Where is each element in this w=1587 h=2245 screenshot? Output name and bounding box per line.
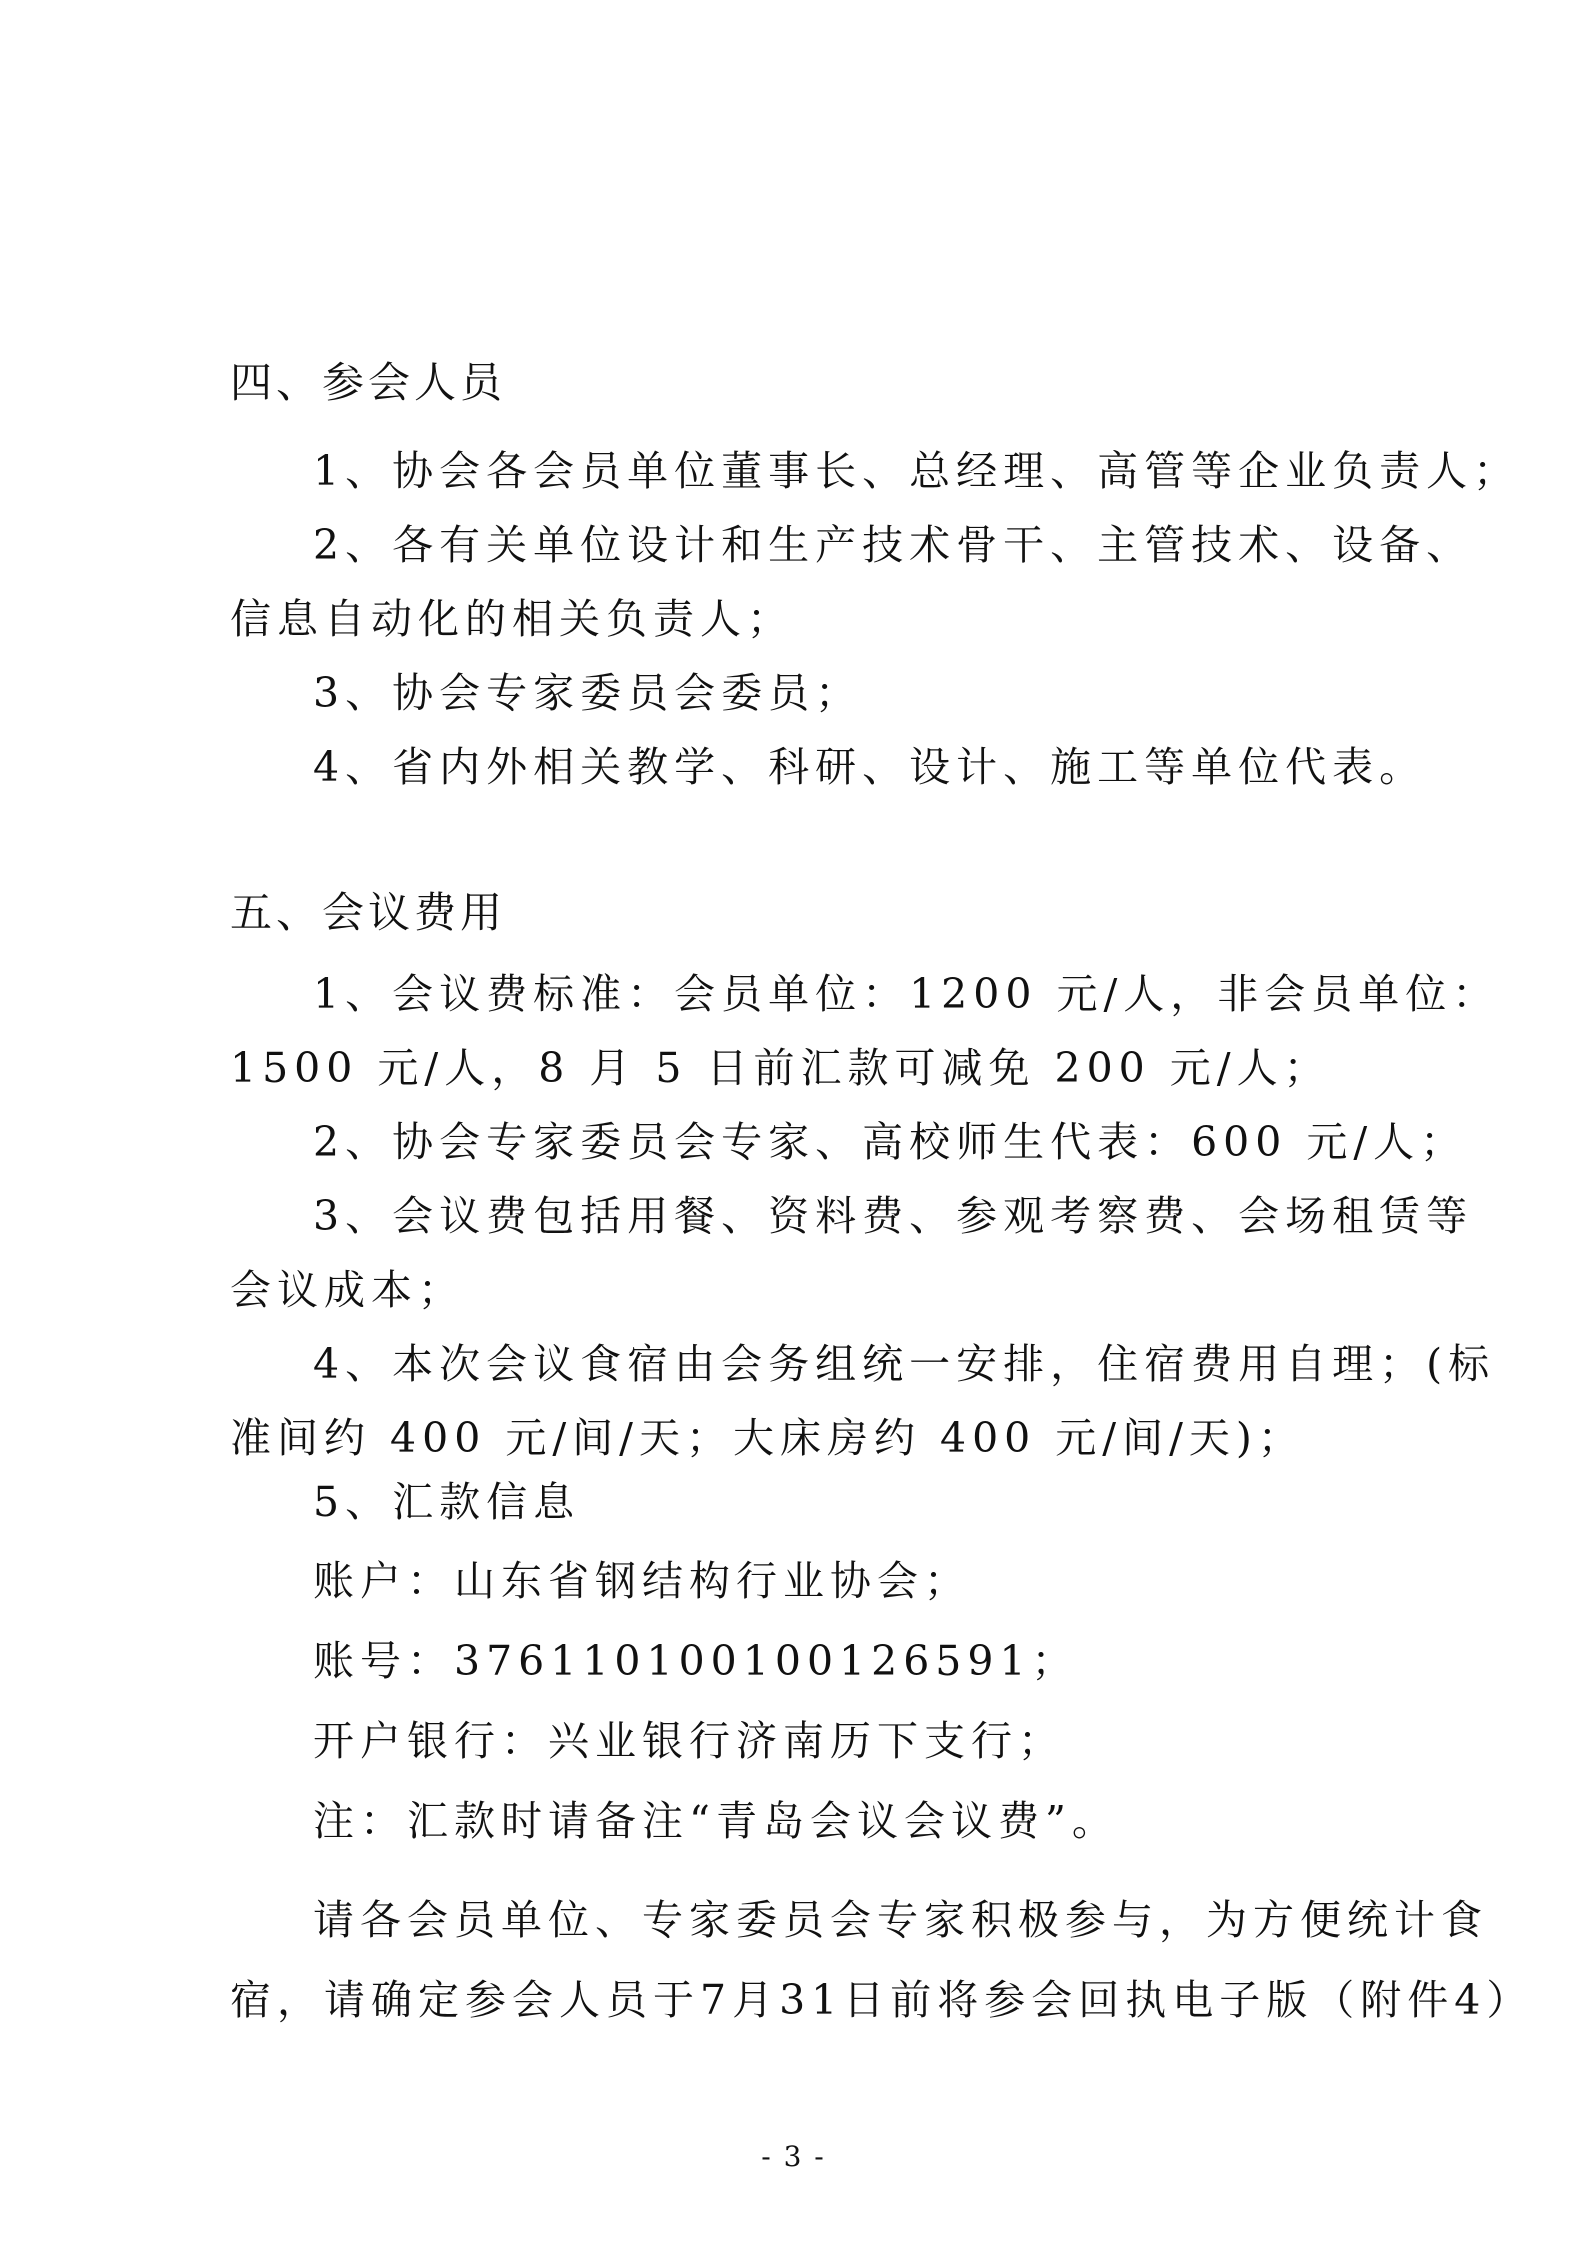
attendee-item-2-continued: 信息自动化的相关负责人； [230, 595, 794, 643]
fee-item-3-continued: 会议成本； [230, 1266, 465, 1314]
fee-item-4-continued: 准间约 400 元/间/天；大床房约 400 元/间/天)； [230, 1414, 1305, 1462]
fee-item-1-continued: 1500 元/人，8 月 5 日前汇款可减免 200 元/人； [230, 1044, 1331, 1092]
section-heading-attendees: 四、参会人员 [230, 358, 507, 407]
section-heading-fees: 五、会议费用 [230, 888, 507, 937]
remittance-account-number: 账号：376110100100126591； [313, 1637, 1079, 1685]
remittance-bank: 开户银行：兴业银行济南历下支行； [313, 1717, 1065, 1765]
remittance-info-heading: 5、汇款信息 [313, 1478, 581, 1526]
closing-paragraph-line-2: 宿，请确定参会人员于7月31日前将参会回执电子版（附件4） [230, 1976, 1534, 2024]
attendee-item-2: 2、各有关单位设计和生产技术骨干、主管技术、设备、 [313, 521, 1474, 569]
attendee-item-3: 3、协会专家委员会委员； [313, 669, 863, 717]
fee-item-4: 4、本次会议食宿由会务组统一安排，住宿费用自理；(标 [313, 1340, 1496, 1388]
fee-item-3: 3、会议费包括用餐、资料费、参观考察费、会场租赁等 [313, 1192, 1474, 1240]
remittance-note: 注：汇款时请备注“青岛会议会议费”。 [313, 1797, 1119, 1845]
remittance-account-name: 账户：山东省钢结构行业协会； [313, 1557, 971, 1605]
attendee-item-1: 1、协会各会员单位董事长、总经理、高管等企业负责人； [313, 447, 1521, 495]
page-number: - 3 - [761, 2140, 826, 2173]
fee-item-1: 1、会议费标准：会员单位：1200 元/人，非会员单位： [313, 970, 1500, 1018]
closing-paragraph-line-1: 请各会员单位、专家委员会专家积极参与，为方便统计食 [313, 1896, 1488, 1944]
fee-item-2: 2、协会专家委员会专家、高校师生代表：600 元/人； [313, 1118, 1468, 1166]
attendee-item-4: 4、省内外相关教学、科研、设计、施工等单位代表。 [313, 743, 1427, 791]
